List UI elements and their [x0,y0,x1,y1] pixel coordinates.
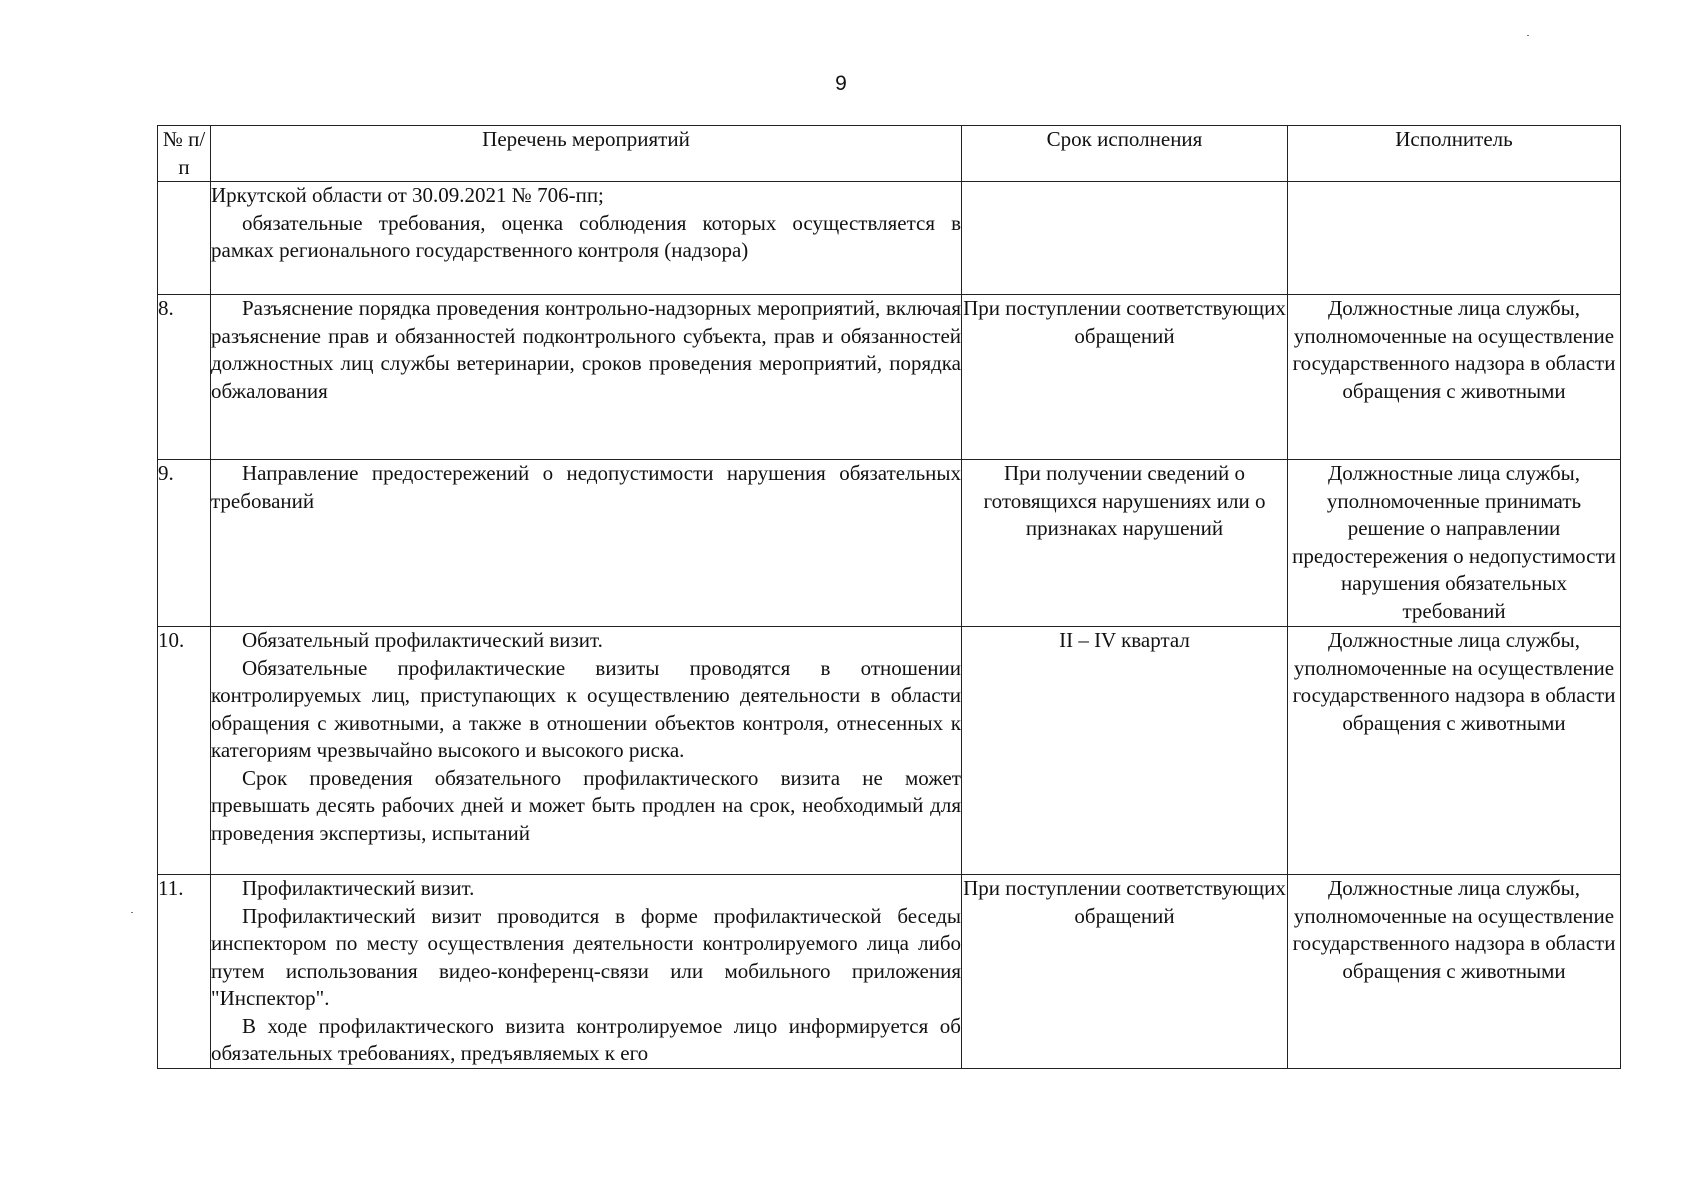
cell-executor: Должностные лица службы, уполномоченные принимать решение о направлении предостережения о недопустимости нарушения обязательных требований [1288,460,1621,627]
page-number: 9 [835,72,847,95]
cell-deadline: При поступлении соответствующих обращений [962,295,1288,460]
cell-deadline: При поступлении соответствующих обращений [962,875,1288,1069]
cell-executor: Должностные лица службы, уполномоченные на осуществление государственного надзора в области обращения с животными [1288,295,1621,460]
table-row-continuation [158,182,1621,295]
cell-num: 8. [158,295,211,460]
paragraph: Профилактический визит проводится в форме профилактической беседы инспектором по месту осуществления деятельности контролируемого лица либо путем использования видео-конференц-связи или мобильного приложения "Инспектор". [211,903,961,1010]
cell-num: 9. [158,460,211,627]
paragraph: В ходе профилактического визита контролируемое лицо информируется об обязательных требованиях, предъявляемых к его [211,1013,961,1065]
paragraph: Направление предостережений о недопустимости нарушения обязательных требований [211,461,961,513]
cell-num [158,182,211,295]
table-row [158,460,1621,627]
cell-executor: Должностные лица службы, уполномоченные на осуществление государственного надзора в области обращения с животными [1288,875,1621,1069]
cell-activity [211,295,962,460]
cell-deadline: При получении сведений о готовящихся нарушениях или о признаках нарушений [962,460,1288,627]
paragraph: Обязательный профилактический визит. [242,628,603,652]
scan-speck [131,912,133,913]
cell-activity [211,875,962,1069]
paragraph: Разъяснение порядка проведения контрольно-надзорных мероприятий, включая разъяснение прав и обязанностей подконтрольного субъекта, прав и обязанностей должностных лиц службы ветеринарии, сроков проведения мероприятий, порядка обжалования [211,296,961,403]
cell-num: 10. [158,627,211,875]
scan-speck [1527,35,1529,36]
paragraph: Иркутской области от 30.09.2021 № 706-пп; [211,183,604,207]
activities-table [157,125,1621,1069]
cell-activity [211,182,962,295]
table-row [158,627,1621,875]
cell-activity [211,460,962,627]
paragraph: Профилактический визит. [242,876,475,900]
paragraph: обязательные требования, оценка соблюдения которых осуществляется в рамках регионального государственного контроля (надзора) [211,210,961,262]
cell-executor: Должностные лица службы, уполномоченные на осуществление государственного надзора в области обращения с животными [1288,627,1621,875]
cell-deadline [962,182,1288,295]
cell-deadline: II – IV квартал [962,627,1288,875]
paragraph: Обязательные профилактические визиты проводятся в отношении контролируемых лиц, приступающих к осуществлению деятельности в области обращения с животными, а также в отношении объектов контроля, отнесенных к категориям чрезвычайно высокого и высокого риска. [211,655,961,762]
header-executor: Исполнитель [1288,126,1621,182]
header-activities: Перечень мероприятий [211,126,962,182]
paragraph: Срок проведения обязательного профилактического визита не может превышать десять рабочих дней и может быть продлен на срок, необходимый для проведения экспертизы, испытаний [211,765,961,845]
cell-activity [211,627,962,875]
header-deadline: Срок исполнения [962,126,1288,182]
table-row [158,295,1621,460]
table-header-row [158,126,1621,182]
cell-num: 11. [158,875,211,1069]
cell-executor [1288,182,1621,295]
header-num: № п/п [158,126,211,182]
table-row [158,875,1621,1069]
